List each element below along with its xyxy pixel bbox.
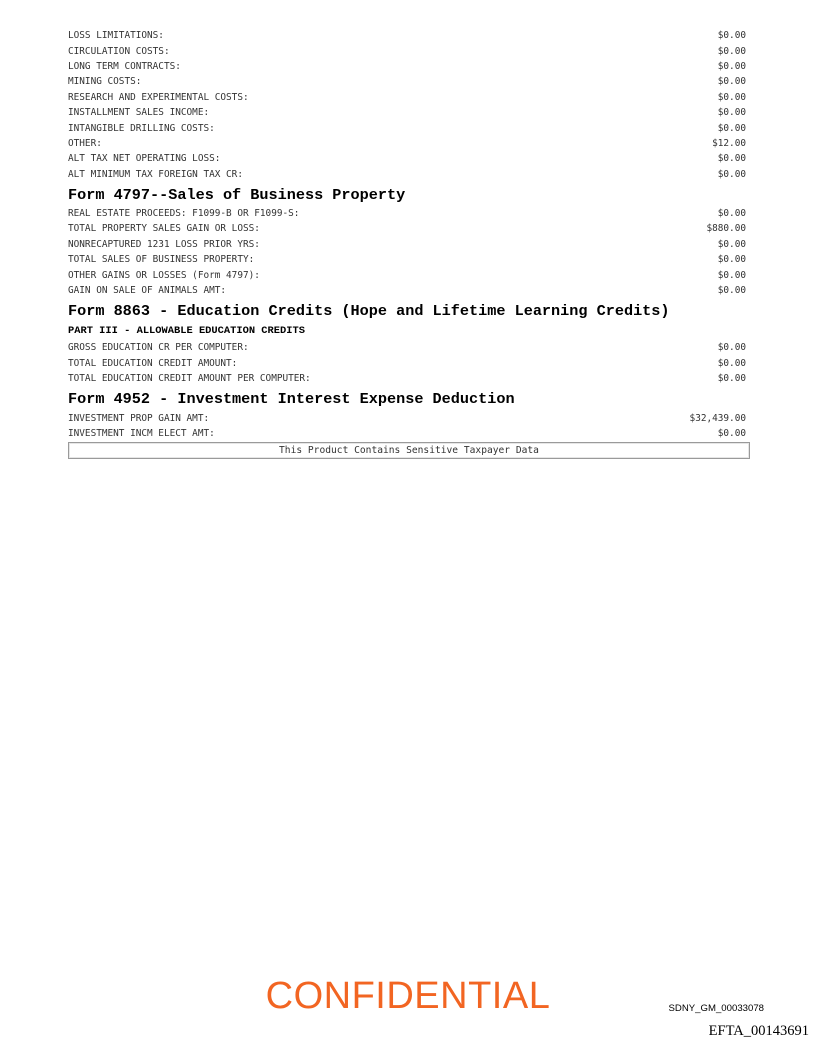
data-row — [68, 371, 750, 386]
row-label: OTHER GAINS OR LOSSES (Form 4797): — [68, 269, 260, 281]
data-row — [68, 105, 750, 120]
data-row — [68, 59, 750, 74]
section-alt-min-tax-items — [68, 28, 750, 182]
row-label: LONG TERM CONTRACTS: — [68, 60, 181, 72]
row-label: NONRECAPTURED 1231 LOSS PRIOR YRS: — [68, 238, 260, 250]
data-row — [68, 43, 750, 58]
row-value: $0.00 — [717, 428, 746, 439]
data-row — [68, 120, 750, 135]
row-label: MINING COSTS: — [68, 76, 142, 88]
data-row — [68, 90, 750, 105]
row-label: INVESTMENT INCM ELECT AMT: — [68, 428, 215, 439]
row-label: TOTAL EDUCATION CREDIT AMOUNT PER COMPUTER: — [68, 373, 311, 385]
row-label: GAIN ON SALE OF ANIMALS AMT: — [68, 285, 227, 297]
data-row — [68, 267, 750, 282]
row-label: TOTAL PROPERTY SALES GAIN OR LOSS: — [68, 223, 260, 235]
section-title: Form 4797--Sales of Business Property — [68, 185, 406, 204]
row-label: INSTALLMENT SALES INCOME: — [68, 107, 210, 119]
row-value: $880.00 — [706, 223, 746, 235]
data-row — [68, 221, 750, 236]
row-label: INVESTMENT PROP GAIN AMT: — [68, 412, 210, 424]
data-row — [68, 28, 750, 43]
row-label: INTANGIBLE DRILLING COSTS: — [68, 122, 215, 134]
data-row — [68, 356, 750, 371]
row-value: $0.00 — [717, 91, 746, 103]
data-row — [68, 426, 750, 441]
row-value: $0.00 — [717, 153, 746, 165]
row-value: $0.00 — [717, 342, 746, 354]
section-form-4797 — [68, 185, 750, 298]
row-label: RESEARCH AND EXPERIMENTAL COSTS: — [68, 91, 249, 103]
row-value: $0.00 — [717, 168, 746, 180]
section-form-4952 — [68, 389, 750, 441]
data-row — [68, 151, 750, 166]
data-row — [68, 206, 750, 221]
row-value: $0.00 — [717, 30, 746, 42]
data-row — [68, 136, 750, 151]
data-row — [68, 283, 750, 298]
section-form-8863 — [68, 301, 750, 386]
bates-number: SDNY_GM_00033078 — [668, 1003, 764, 1014]
confidential-stamp: CONFIDENTIAL — [265, 975, 551, 1017]
row-value: $0.00 — [717, 122, 746, 134]
efta-number: EFTA_00143691 — [708, 1023, 809, 1039]
sensitive-data-banner: This Product Contains Sensitive Taxpayer Data — [68, 442, 750, 459]
row-label: ALT TAX NET OPERATING LOSS: — [68, 153, 221, 165]
section-title: Form 4952 - Investment Interest Expense Deduction — [68, 390, 515, 409]
row-label: GROSS EDUCATION CR PER COMPUTER: — [68, 342, 249, 354]
row-value: $0.00 — [717, 208, 746, 220]
row-label: ALT MINIMUM TAX FOREIGN TAX CR: — [68, 168, 243, 180]
data-row — [68, 252, 750, 267]
row-label: OTHER: — [68, 137, 102, 149]
row-value: $0.00 — [717, 285, 746, 297]
row-label: TOTAL EDUCATION CREDIT AMOUNT: — [68, 357, 238, 369]
row-value: $32,439.00 — [689, 412, 746, 424]
section-title: Form 8863 - Education Credits (Hope and Lifetime Learning Credits) — [68, 302, 670, 321]
row-label: LOSS LIMITATIONS: — [68, 30, 164, 42]
data-row — [68, 340, 750, 355]
data-row — [68, 74, 750, 89]
row-label: REAL ESTATE PROCEEDS: F1099-B OR F1099-S: — [68, 208, 300, 220]
row-value: $0.00 — [717, 60, 746, 72]
subsection-title: PART III - ALLOWABLE EDUCATION CREDITS — [68, 325, 305, 338]
row-value: $0.00 — [717, 45, 746, 57]
row-value: $0.00 — [717, 357, 746, 369]
row-value: $0.00 — [717, 373, 746, 385]
data-row — [68, 237, 750, 252]
document-body — [68, 28, 750, 459]
row-value: $0.00 — [717, 238, 746, 250]
row-value: $12.00 — [712, 137, 746, 149]
row-value: $0.00 — [717, 76, 746, 88]
data-row — [68, 167, 750, 182]
row-value: $0.00 — [717, 107, 746, 119]
row-value: $0.00 — [717, 269, 746, 281]
row-label: TOTAL SALES OF BUSINESS PROPERTY: — [68, 254, 255, 266]
row-value: $0.00 — [717, 254, 746, 266]
row-label: CIRCULATION COSTS: — [68, 45, 170, 57]
data-row — [68, 410, 750, 425]
